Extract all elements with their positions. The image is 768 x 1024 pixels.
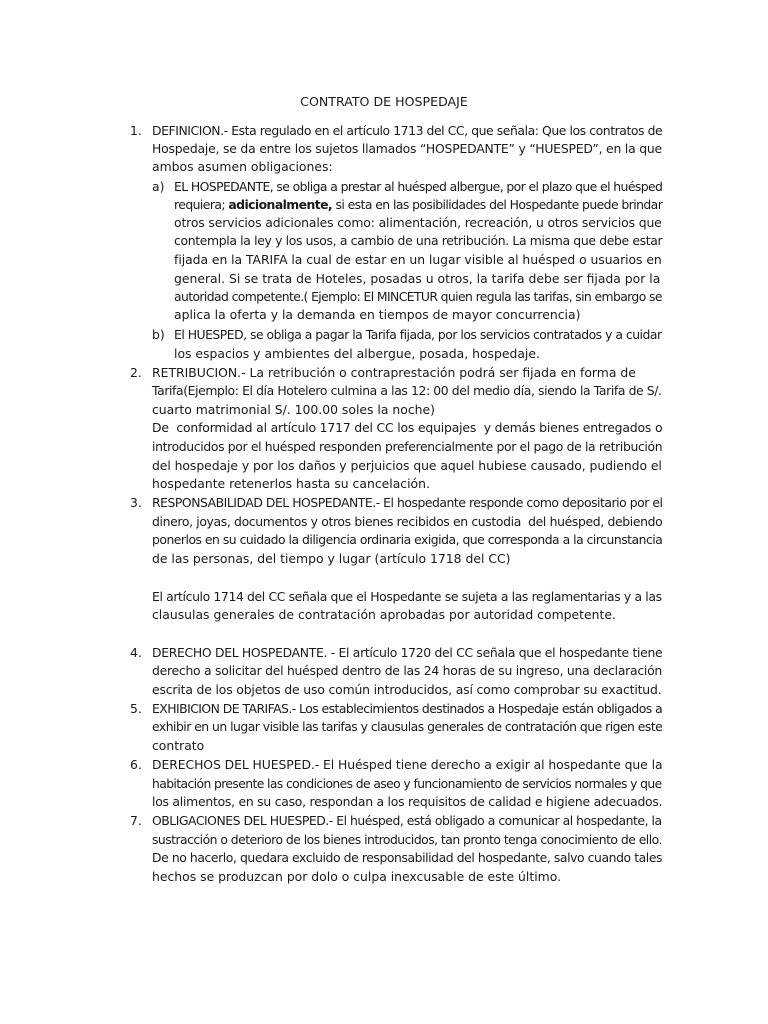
item-2-line: cuarto matrimonial S/. 100.00 soles la noche) [152,402,435,417]
item-3-line: dinero, joyas, documentos y otros bienes recibidos en custodia del huésped, debiendo [152,514,663,529]
subitem-a-line: contempla la ley y los usos, a cambio de una retribución. La misma que debe estar [174,233,663,248]
item-2-line: introducidos por el huésped responden preferencialmente por el pago de la retribución [152,439,663,454]
item-5-line: exhibir en un lugar visible las tarifas y clausulas generales de contratación que rigen este [152,719,663,734]
subitem-a-line: otros servicios adicionales como: alimentación, recreación, u otros servicios que [174,215,662,230]
subitem-a-line: fijada en la TARIFA la cual de estar en un lugar visible al huésped o usuarios en [174,252,662,267]
item-7-line: sustracción o deterioro de los bienes introducidos, tan pronto tenga conocimiento de ello. [152,832,662,847]
subitem-a-line-2-start: requiera; [174,197,229,212]
item-2-line: Tarifa(Ejemplo: El día Hotelero culmina a las 12: 00 del medio día, siendo la Tarifa de S/. [152,383,662,398]
bold-word: adicionalmente, [228,197,333,212]
item-2-line: RETRIBUCION.- La retribución o contraprestación podrá ser fijada en forma de [152,365,636,380]
item-4-number: 4. [130,645,142,660]
item-3-line: ponerlos en su cuidado la diligencia ordinaria exigida, que corresponda a la circunstancia [152,532,663,547]
item-2-line: del hospedaje y por los daños y perjuicios que aquel hubiese causado, pudiendo el [152,458,662,473]
item-6-line: habitación presente las condiciones de aseo y funcionamiento de servicios normales y que [152,776,662,791]
subitem-b-line: los espacios y ambientes del albergue, posada, hospedaje. [174,346,540,361]
item-3-extra-line: clausulas generales de contratación aprobadas por autoridad competente. [152,607,616,622]
subitem-a-line-2 [174,196,662,214]
item-7-number: 7. [130,813,142,828]
item-1-number: 1. [130,123,142,138]
item-4-line: escrita de los objetos de uso común introducidos, así como comprobar su exactitud. [152,682,662,697]
item-6-number: 6. [130,757,142,772]
subitem-a-line: general. Si se trata de Hoteles, posadas u otros, la tarifa debe ser fijada por la [174,271,661,286]
item-1-line: DEFINICION.- Esta regulado en el artículo 1713 del CC, que señala: Que los contratos de [152,123,663,138]
item-6-line: DERECHOS DEL HUESPED.- El Huésped tiene derecho a exigir al hospedante que la [152,757,663,772]
subitem-a-line: EL HOSPEDANTE, se obliga a prestar al huésped albergue, por el plazo que el huésped [174,179,663,194]
item-7-line: OBLIGACIONES DEL HUESPED.- El huésped, está obligado a comunicar al hospedante, la [152,813,662,828]
item-6-line: los alimentos, en su caso, respondan a los requisitos de calidad e higiene adecuados. [152,794,663,809]
item-2-line: hospedante retenerlos hasta su cancelación. [152,476,430,491]
subitem-a-line: autoridad competente.( Ejemplo: El MINCETUR quien regula las tarifas, sin embargo se [174,289,662,304]
item-7-line: hechos se produzcan por dolo o culpa inexcusable de este último. [152,869,562,884]
item-2-line: De conformidad al artículo 1717 del CC los equipajes y demás bienes entregados o [152,420,663,435]
subitem-b-line: El HUESPED, se obliga a pagar la Tarifa fijada, por los servicios contratados y a cuidar [174,327,662,342]
subitem-a-line: aplica la oferta y la demanda en tiempos de mayor concurrencia) [174,307,581,322]
document-title: CONTRATO DE HOSPEDAJE [300,94,468,109]
item-3-extra-line: El artículo 1714 del CC señala que el Hospedante se sujeta a las reglamentarias y a las [152,589,662,604]
subitem-a-letter: a) [152,179,165,194]
item-4-line: DERECHO DEL HOSPEDANTE. - El artículo 1720 del CC señala que el hospedante tiene [152,645,663,660]
item-1-line: Hospedaje, se da entre los sujetos llamados “HOSPEDANTE” y “HUESPED”, en la que [152,141,662,156]
item-2-number: 2. [130,365,142,380]
item-5-line: contrato [152,738,205,753]
item-3-line: RESPONSABILIDAD DEL HOSPEDANTE.- El hospedante responde como depositario por el [152,495,663,510]
item-5-line: EXHIBICION DE TARIFAS.- Los establecimientos destinados a Hospedaje están obligados a [152,701,663,716]
item-5-number: 5. [130,701,142,716]
item-3-number: 3. [130,495,142,510]
item-1-line: ambos asumen obligaciones: [152,159,333,174]
subitem-b-letter: b) [152,327,165,342]
item-7-line: De no hacerlo, quedara excluido de responsabilidad del hospedante, salvo cuando tales [152,850,663,865]
item-4-line: derecho a solicitar del huésped dentro de las 24 horas de su ingreso, una declaración [152,663,663,678]
subitem-a-line-2-rest: si esta en las posibilidades del Hospedante puede brindar [332,197,663,212]
item-3-line: de las personas, del tiempo y lugar (artículo 1718 del CC) [152,551,511,566]
